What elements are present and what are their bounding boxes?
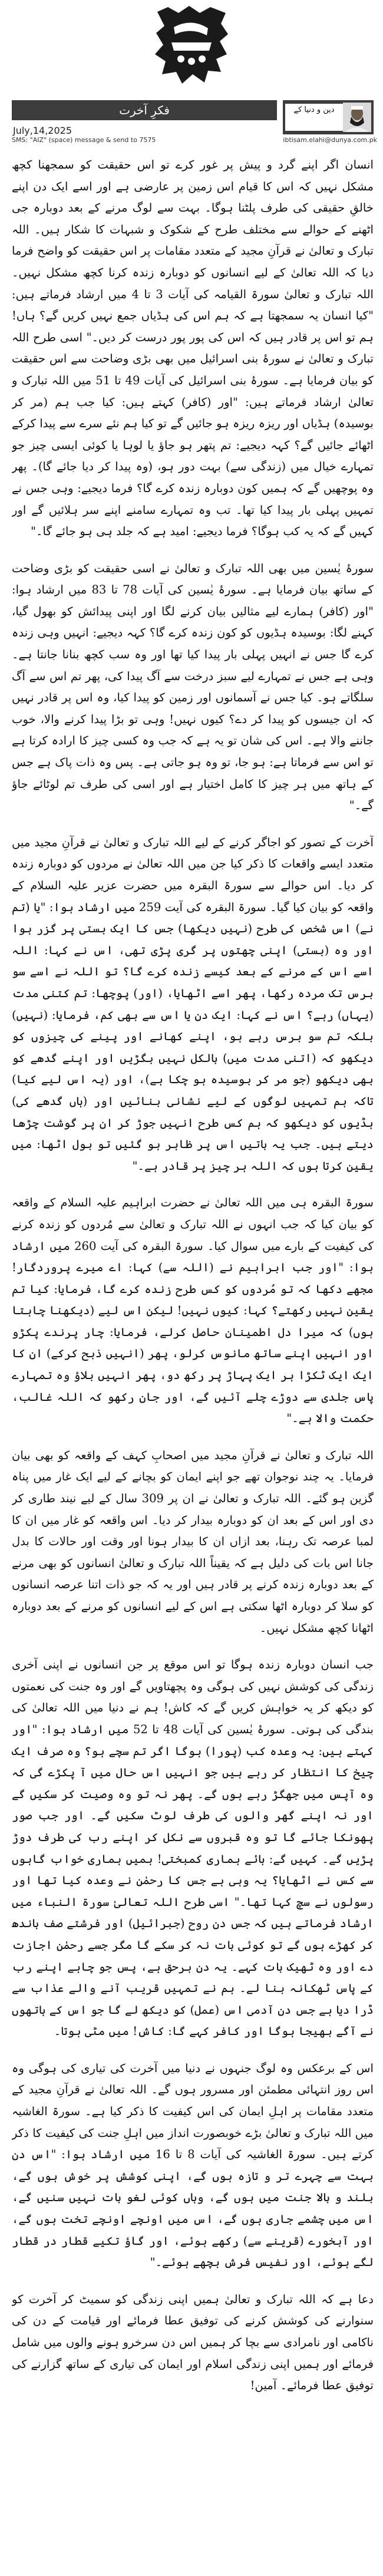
article-body xyxy=(12,154,374,2565)
sms-info: SMS: "AIZ" (space) message & send to 7575 xyxy=(12,136,156,144)
column-name: دین و دنیا کے xyxy=(285,104,343,131)
column-banner xyxy=(12,100,377,146)
publish-date: July,14,2025 xyxy=(13,125,72,136)
article-paragraph-1: انسان اگر اپنے گرد و پیش پر غور کرے تو اس حقیقت کو سمجھنا کچھ مشکل نہیں کہ اس کا قیام اس زمین پر عارضی ہے اور اسے ایک دن اپنے خالقِ حقیقی کی طرف پلٹنا ہوگا۔ بہت سے لوگ مرنے کے بعد دوبارہ جی اٹھنے کے حوالے سے مختلف طرح کے شکوک و شبہات کا شکار ہیں۔ اللہ تبارک و تعالیٰ نے قرآنِ مجید کے متعدد مقامات پر اس حقیقت کو واضح فرما دیا کہ اللہ تعالیٰ کے لیے انسانوں کو دوبارہ زندہ کرنا کچھ مشکل نہیں۔ اللہ تبارک و تعالیٰ سورۃ القیامہ کی آیات 3 تا 4 میں ارشاد فرماتے ہیں: "کیا انسان یہ سمجھتا ہے کہ ہم اس کی ہڈیاں جمع نہیں کریں گے؟ ہاں! ہم تو اس پر قادر ہیں کہ اس کی پور پور درست کر دیں۔" اسی طرح اللہ تبارک و تعالیٰ نے سورۂ بنی اسرائیل میں بھی بڑی وضاحت سے اس حقیقت کو بیان فرمایا ہے۔ سورۂ بنی اسرائیل کی آیات 49 تا 51 میں اللہ تبارک و تعالیٰ ارشاد فرماتے ہیں: "اور (کافر) کہتے ہیں: کیا جب ہم (مر کر بوسیدہ) ہڈیاں اور ریزہ ریزہ ہو جائیں گے تو کیا ہم نئے سرے سے پیدا کرکے اٹھائے جائیں گے؟ کہہ دیجیے: تم پتھر ہو جاؤ یا لوہا یا کوئی ایسی چیز جو تمہارے خیال میں (زندگی سے) بہت دور ہو، (وہ پیدا کر دیا جائے گا)۔ پھر وہ پوچھیں گے کہ ہمیں کون دوبارہ زندہ کرے گا؟ فرما دیجیے: وہی جس نے تمہیں پہلی بار پیدا کیا تھا۔ تب وہ تمہارے سامنے اپنے سر ہلائیں گے اور کہیں گے کہ یہ کب ہوگا؟ فرما دیجیے: امید ہے کہ جلد ہی ہو جائے گا۔" xyxy=(12,158,374,539)
article-paragraph-5: اللہ تبارک و تعالیٰ نے قرآنِ مجید میں اصحابِ کہف کے واقعہ کو بھی بیان فرمایا۔ یہ چند نوجوان تھے جو اپنے ایمان کو بچانے کے لیے ایک غار میں پناہ گزین ہو گئے۔ اللہ تبارک و تعالیٰ نے ان پر 309 سال کے لیے نیند طاری کر دی اور اس کے بعد ان کو دوبارہ بیدار کر دیا۔ اس واقعہ کو غار میں ان کا لمبا عرصہ تک رہنا، بعد ازاں ان کا بیدار ہونا اور وقت اور حالات کا بدل جانا اس بات کی دلیل ہے کہ یقیناً اللہ تبارک و تعالیٰ انسانوں کو بھی مرنے کے بعد دوبارہ زندہ کرنے پر قادر ہیں اور یہ کہ جو ذات اتنا عرصہ انسانوں کو سلا کر دوبارہ اٹھا سکتی ہے اس کے لیے انسانوں کو مرنے کے بعد دوبارہ اٹھانا کچھ مشکل نہیں۔ xyxy=(12,1448,374,1635)
author-box xyxy=(283,100,374,134)
column-title: فکرِ آخرت xyxy=(12,100,277,120)
dunya-logo-mark-icon xyxy=(150,0,233,88)
article-paragraph-2: سورۂ یٰسین میں بھی اللہ تبارک و تعالیٰ نے اسی حقیقت کو بڑی وضاحت کے ساتھ بیان فرمایا ہے۔ سورۂ یٰسین کی آیات 78 تا 83 میں ارشاد ہوا: "اور (کافر) ہمارے لیے مثالیں بیان کرنے لگا اور اپنی پیدائش کو بھول گیا، کہنے لگا: بوسیدہ ہڈیوں کو کون زندہ کرے گا؟ کہہ دیجیے: انہیں وہی زندہ کرے گا جس نے انہیں پہلی بار پیدا کیا تھا اور وہ سب کچھ بنانا جانتا ہے۔ وہی ہے جس نے تمہارے لیے سبز درخت سے آگ پیدا کی، پھر تم اس سے آگ سلگاتے ہو۔ کیا جس نے آسمانوں اور زمین کو پیدا کیا، وہ اس پر قادر نہیں کہ ان جیسوں کو پیدا کر دے؟ کیوں نہیں! وہی تو بڑا پیدا کرنے والا، خوب جاننے والا ہے۔ اس کی شان تو یہ ہے کہ جب وہ کسی چیز کا ارادہ کرتا ہے تو اس سے فرماتا ہے: ہو جا، تو وہ ہو جاتی ہے۔ پس وہ ذات پاک ہے جس کے ہاتھ میں ہر چیز کا کامل اختیار ہے اور اسی کی طرف تم لوٹائے جاؤ گے۔" xyxy=(12,561,374,813)
author-email[interactable]: ibtisam.elahi@dunya.com.pk xyxy=(283,136,377,144)
article-paragraph-7: اس کے برعکس وہ لوگ جنہوں نے دنیا میں آخرت کی تیاری کی ہوگی وہ اس روز انتہائی مطمئن اور مسرور ہوں گے۔ اللہ تعالیٰ نے قرآنِ مجید کے متعدد مقامات پر اہلِ ایمان کی اس کیفیت کا ذکر کیا ہے۔ سورۃ الغاشیہ میں اللہ تبارک و تعالیٰ بڑے خوبصورت انداز میں اہلِ جنت کی کیفیت کا ذکر کرتے ہیں۔ سورۃ الغاشیہ کی آیات 8 تا 16 میں ارشاد ہوا: "اس دن بہت سے چہرے تر و تازہ ہوں گے، اپنی کوشش پر خوش ہوں گے، بلند و بالا جنت میں ہوں گے، وہاں کوئی لغو بات نہیں سنیں گے، اس میں چشمے جاری ہوں گے، اس میں اونچے اونچے تخت ہوں گے، اور آبخورے (قرینے سے) رکھے ہوئے، اور گاؤ تکیے قطار در قطار لگے ہوئے، اور نفیس فرش بچھے ہوئے۔" xyxy=(12,2061,374,2270)
masthead xyxy=(0,0,383,153)
author-photo xyxy=(343,103,371,132)
article-paragraph-3: آخرت کے تصور کو اجاگر کرنے کے لیے اللہ تبارک و تعالیٰ نے قرآنِ مجید میں متعدد ایسے واقعات کا ذکر کیا جن میں اللہ تعالیٰ نے مردوں کو دوبارہ زندہ کر دیا۔ اس حوالے سے سورۃ البقرہ میں حضرت عزیر علیہ السلام کے واقعہ کو بیان کیا گیا۔ سورۃ البقرہ کی آیت 259 میں ارشاد ہوا: "یا (تم نے) اس شخص کی طرح (نہیں دیکھا) جس کا ایک بستی پر گزر ہوا اور وہ (بستی) اپنی چھتوں پر گری پڑی تھی، اس نے کہا: اللہ اسے اس کے مرنے کے بعد کیسے زندہ کرے گا؟ تو اللہ نے اسے سو برس تک مردہ رکھا، پھر اسے اٹھایا، (اور) پوچھا: تم کتنی مدت (یہاں) رہے؟ اس نے کہا: ایک دن یا اس سے بھی کم، فرمایا: (نہیں) بلکہ تم سو برس رہے ہو، اپنے کھانے اور پینے کی چیزوں کو دیکھو کہ (اتنی مدت میں) بالکل نہیں بگڑیں اور اپنے گدھے کو بھی دیکھو (جو مر کر بوسیدہ ہو چکا ہے)، اور (یہ اس لیے کیا) تاکہ ہم تمہیں لوگوں کے لیے نشانی بنائیں اور (ہاں گدھے کی) ہڈیوں کو دیکھو کہ ہم کس طرح انہیں جوڑ کر ان پر گوشت چڑھا دیتے ہیں۔ جب یہ باتیں اس پر ظاہر ہو گئیں تو بول اٹھا: میں یقین کرتا ہوں کہ اللہ ہر چیز پر قادر ہے۔" xyxy=(12,835,374,1173)
author-portrait-icon xyxy=(343,103,371,132)
article-paragraph-6: جب انسان دوبارہ زندہ ہوگا تو اس موقع پر جن انسانوں نے اپنی آخری زندگی کی کوشش نہیں کی ہوگی وہ پچھتاویں گے اور وہ جنت کی نعمتوں کو دیکھ کر یہ خواہش کریں گے کہ کاش! ہم نے دنیا میں اللہ تعالیٰ کی بندگی کی ہوتی۔ سورۂ یٰسین کی آیات 48 تا 52 میں ارشاد ہوا: "اور کہتے ہیں: یہ وعدہ کب (پورا) ہوگا اگر تم سچے ہو؟ وہ صرف ایک چیخ کا انتظار کر رہے ہیں جو انہیں اس حال میں آ پکڑے گی کہ وہ آپس میں جھگڑ رہے ہوں گے۔ پھر نہ تو وہ وصیت کر سکیں گے اور نہ اپنے گھر والوں کی طرف لوٹ سکیں گے۔ اور جب صور پھونکا جائے گا تو وہ قبروں سے نکل کر اپنے رب کی طرف دوڑ پڑیں گے۔ کہیں گے: ہائے ہماری کمبختی! ہمیں ہماری خواب گاہوں سے کس نے اٹھایا؟ یہ وہی ہے جس کا رحمٰن نے وعدہ کیا تھا اور رسولوں نے سچ کہا تھا۔" اسی طرح اللہ تعالیٰ سورۃ النباء میں ارشاد فرماتے ہیں کہ جس دن روح (جبرائیل) اور فرشتے صف باندھ کر کھڑے ہوں گے تو کوئی بات نہ کر سکے گا مگر جسے رحمٰن اجازت دے اور وہ ٹھیک بات کہے۔ یہ دن برحق ہے، پس جو چاہے اپنے رب کے پاس ٹھکانہ بنا لے۔ ہم نے تمہیں قریب آنے والے عذاب سے ڈرا دیا ہے جس دن آدمی اس (عمل) کو دیکھ لے گا جو اس کے ہاتھوں نے آگے بھیجا ہوگا اور کافر کہے گا: کاش! میں مٹی ہوتا۔ xyxy=(12,1658,374,2039)
article-paragraph-4: سورۃ البقرہ ہی میں اللہ تعالیٰ نے حضرت ابراہیم علیہ السلام کے واقعہ کو بیان کیا کہ جب انہوں نے اللہ تبارک و تعالیٰ سے مُردوں کو زندہ کرنے کی کیفیت کے بارے میں سوال کیا۔ سورۃ البقرہ کی آیت 260 میں ارشاد ہوا: "اور جب ابراہیم نے (اللہ سے) کہا: اے میرے پروردگار! مجھے دکھا کہ تو مُردوں کو کس طرح زندہ کرے گا، فرمایا: کیا تم یقین نہیں رکھتے؟ کہا: کیوں نہیں! لیکن اس لیے (دیکھنا چاہتا ہوں) کہ میرا دل اطمینان حاصل کرلے، فرمایا: چار پرندے پکڑو اور انہیں اپنے ساتھ مانوس کرلو، پھر (انہیں ذبح کرکے) ان کا ایک ایک ٹکڑا ہر ایک پہاڑ پر رکھ دو، پھر انہیں بلاؤ وہ تمہارے پاس جلدی سے دوڑے چلے آئیں گے، اور جان رکھو کہ اللہ غالب، حکمت والا ہے۔" xyxy=(12,1196,374,1426)
article-paragraph-8: دعا ہے کہ اللہ تبارک و تعالیٰ ہمیں اپنی زندگی کو سمیٹ کر آخرت کو سنوارنے کی کوشش کرنے کی توفیق عطا فرمائے اور قیامت کے دن کی ناکامی اور نامرادی سے بچا کر ہمیں اس دن سرخرو ہونے والوں میں شامل فرمائے اور ہمیں اپنی زندگی اسلام اور ایمان کی تیاری کے ساتھ گزارنے کی توفیق عطا فرمائے۔ آمین! xyxy=(12,2292,374,2393)
dunya-logo xyxy=(150,0,233,88)
